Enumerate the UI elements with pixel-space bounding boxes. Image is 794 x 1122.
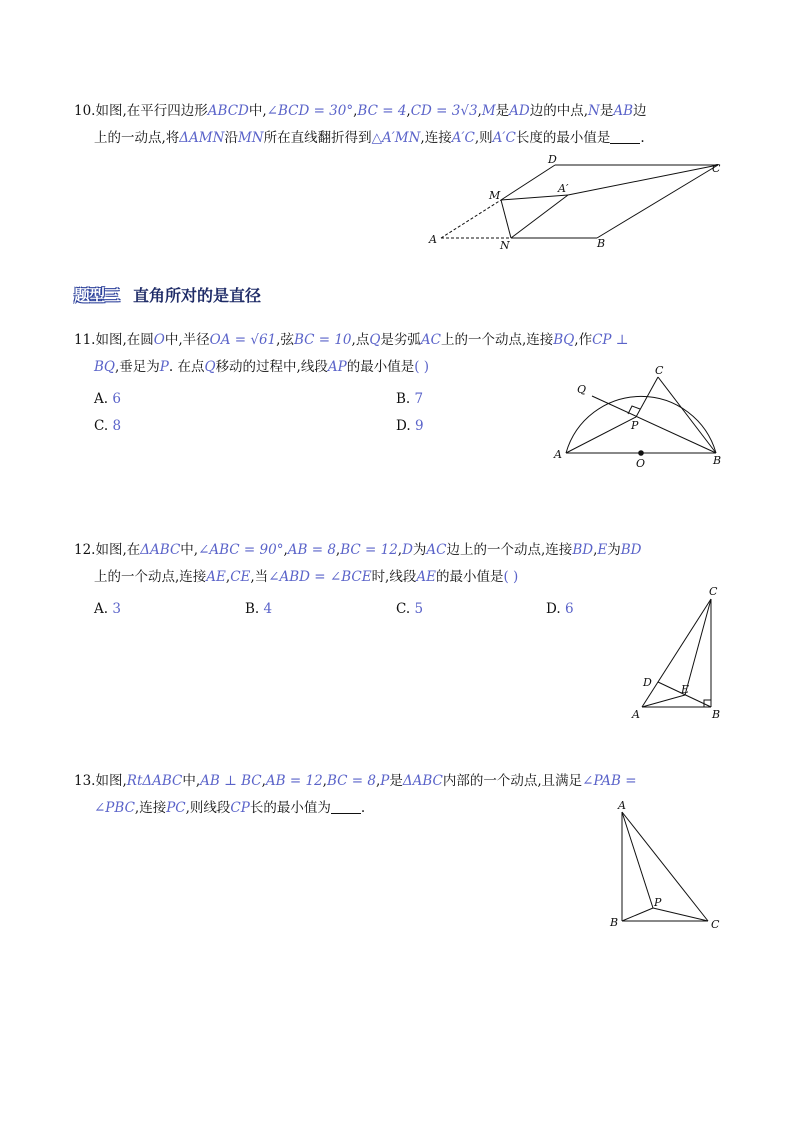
q13-text: , bbox=[261, 773, 266, 789]
label-a: A bbox=[632, 708, 640, 721]
q13-text: . bbox=[360, 800, 366, 816]
q13-right-triangle-figure bbox=[605, 798, 730, 935]
option-label: D. bbox=[396, 418, 411, 434]
arc bbox=[566, 396, 716, 453]
label-c: C bbox=[711, 918, 720, 931]
q12-text: ,当 bbox=[250, 569, 269, 585]
segment-dm bbox=[501, 165, 555, 200]
q13-text: , bbox=[322, 773, 327, 789]
q11-text: 如图,在圆 bbox=[95, 332, 154, 348]
q13-text: 长的最小值为 bbox=[249, 800, 331, 816]
q11-math: CP ⊥ bbox=[592, 332, 629, 348]
q10-math: N bbox=[588, 103, 600, 119]
q12-math: AE bbox=[416, 569, 436, 585]
q10-math: CD = 3√3 bbox=[410, 103, 478, 119]
q12-text: 为 bbox=[607, 542, 621, 558]
label-q: Q bbox=[577, 383, 587, 396]
option-value: 9 bbox=[414, 418, 424, 434]
q13-math: ∠PAB = bbox=[582, 773, 637, 789]
section-title: 直角所对的是直径 bbox=[133, 286, 262, 305]
q11-math: BQ bbox=[94, 359, 115, 375]
q11-math: O bbox=[153, 332, 165, 348]
q11-text: ,弦 bbox=[276, 332, 294, 348]
option-label: B. bbox=[245, 601, 260, 617]
q12-option-a[interactable] bbox=[94, 601, 121, 617]
q12-triangle-figure bbox=[625, 582, 730, 724]
q13-text: 如图, bbox=[95, 773, 127, 789]
q12-math: CE bbox=[230, 569, 251, 585]
q11-number: 11. bbox=[74, 332, 96, 348]
segment-na1 bbox=[511, 195, 568, 238]
section-header bbox=[74, 283, 261, 306]
q11-line-1 bbox=[74, 327, 726, 354]
q13-math: ∠PBC bbox=[94, 800, 135, 816]
q12-text: , bbox=[593, 542, 598, 558]
option-label: D. bbox=[546, 601, 561, 617]
q13-math: CP bbox=[230, 800, 250, 816]
q13-math: PC bbox=[166, 800, 186, 816]
q10-text: 长度的最小值是 bbox=[515, 130, 611, 146]
q10-math: A′C bbox=[451, 130, 475, 146]
label-a: A bbox=[429, 233, 437, 246]
label-p: P bbox=[654, 896, 662, 909]
q10-text: 是 bbox=[599, 103, 614, 119]
label-c: C bbox=[655, 364, 664, 377]
segment-ap bbox=[566, 417, 636, 453]
label-m: M bbox=[489, 189, 501, 202]
question-10 bbox=[74, 98, 726, 152]
segment-ce bbox=[685, 599, 711, 695]
q11-math: P bbox=[159, 359, 169, 375]
segment-a1c bbox=[568, 165, 718, 195]
q10-math: ΔAMN bbox=[179, 130, 225, 146]
q10-text: , bbox=[477, 103, 482, 119]
q13-text: 是 bbox=[389, 773, 403, 789]
q10-text: ,连接 bbox=[420, 130, 452, 146]
label-b: B bbox=[597, 237, 606, 250]
label-d: D bbox=[548, 155, 557, 166]
answer-parentheses[interactable]: ( ) bbox=[503, 569, 519, 585]
q10-line-2 bbox=[74, 125, 726, 152]
q10-line-1 bbox=[74, 98, 726, 125]
label-e: E bbox=[681, 683, 690, 696]
q10-text: 所在直线翻折得到 bbox=[263, 130, 372, 146]
segment-am-dashed bbox=[441, 200, 501, 238]
segment-ac bbox=[622, 812, 708, 921]
q11-option-a[interactable] bbox=[94, 391, 121, 407]
q12-option-c[interactable] bbox=[396, 601, 423, 617]
q10-text: , bbox=[353, 103, 358, 119]
option-value: 8 bbox=[112, 418, 122, 434]
q11-text: 是劣弧 bbox=[380, 332, 421, 348]
q12-math: BD bbox=[572, 542, 594, 558]
label-p: P bbox=[631, 419, 639, 432]
q12-option-d[interactable] bbox=[546, 601, 574, 617]
q13-line-1 bbox=[74, 768, 726, 795]
q10-math: △A′MN bbox=[371, 130, 421, 146]
right-angle-mark bbox=[704, 700, 711, 707]
segment-cb bbox=[658, 377, 716, 453]
q12-text: 的最小值是 bbox=[435, 569, 504, 585]
label-b: B bbox=[713, 454, 722, 467]
option-label: B. bbox=[396, 391, 411, 407]
q12-text: , bbox=[335, 542, 341, 558]
q10-text: 上的一动点,将 bbox=[94, 130, 180, 146]
q11-math: Q bbox=[369, 332, 381, 348]
q12-text: 中, bbox=[180, 542, 199, 558]
q12-math: ∠ABD = ∠BCE bbox=[268, 569, 372, 585]
q12-text: 上的一个动点,连接 bbox=[94, 569, 207, 585]
q12-number: 12. bbox=[74, 542, 96, 558]
q10-math: ∠BCD = 30° bbox=[266, 103, 354, 119]
q10-text: . bbox=[640, 130, 645, 146]
q13-text: 中, bbox=[182, 773, 201, 789]
option-label: A. bbox=[94, 601, 109, 617]
q11-text: 移动的过程中,线段 bbox=[215, 359, 328, 375]
segment-mn bbox=[501, 200, 511, 238]
q12-text: , bbox=[397, 542, 403, 558]
q10-text: 如图,在平行四边形 bbox=[95, 103, 208, 119]
label-a: A bbox=[554, 448, 562, 461]
q11-text: 上的一个动点,连接 bbox=[441, 332, 554, 348]
answer-parentheses[interactable]: ( ) bbox=[414, 359, 430, 375]
q12-math: AE bbox=[206, 569, 226, 585]
section-tag: 题型三 bbox=[74, 286, 120, 305]
option-value: 7 bbox=[414, 391, 424, 407]
q11-math: OA = √61 bbox=[209, 332, 277, 348]
q13-math: P bbox=[380, 773, 390, 789]
q13-text: , bbox=[375, 773, 381, 789]
q13-text: 内部的一个动点,且满足 bbox=[442, 773, 583, 789]
q10-text: 边的中点, bbox=[529, 103, 589, 119]
q10-math: MN bbox=[237, 130, 264, 146]
q11-math: BC = 10 bbox=[293, 332, 352, 348]
q12-math: ∠ABC = 90° bbox=[198, 542, 284, 558]
q11-semicircle-figure bbox=[548, 360, 733, 472]
q11-text: ,作 bbox=[574, 332, 593, 348]
q12-text: 时,线段 bbox=[371, 569, 417, 585]
q13-math: BC = 8 bbox=[326, 773, 376, 789]
q13-math: RtΔABC bbox=[126, 773, 183, 789]
label-b: B bbox=[610, 916, 619, 929]
q12-math: E bbox=[597, 542, 608, 558]
q10-text: 是 bbox=[495, 103, 510, 119]
q13-text: ,则线段 bbox=[185, 800, 231, 816]
q11-text: ,垂足为 bbox=[115, 359, 160, 375]
q11-option-d[interactable] bbox=[396, 418, 424, 434]
segment-ap bbox=[622, 812, 653, 908]
q13-text: ,连接 bbox=[134, 800, 167, 816]
option-value: 6 bbox=[564, 601, 574, 617]
label-n: N bbox=[500, 239, 510, 252]
segment-qb bbox=[592, 396, 716, 453]
q12-text: , bbox=[283, 542, 288, 558]
segment-bp bbox=[622, 908, 653, 921]
q12-line-1 bbox=[74, 537, 726, 564]
q12-math: ΔABC bbox=[140, 542, 181, 558]
q10-text: 中, bbox=[248, 103, 267, 119]
option-label: C. bbox=[396, 601, 411, 617]
segment-bc bbox=[597, 165, 718, 238]
q12-math: D bbox=[402, 542, 413, 558]
q12-math: BC = 12 bbox=[340, 542, 398, 558]
q10-math: AB bbox=[613, 103, 634, 119]
q13-number: 13. bbox=[74, 773, 96, 789]
q10-math: M bbox=[481, 103, 496, 119]
option-value: 5 bbox=[414, 601, 424, 617]
label-c: C bbox=[709, 585, 718, 598]
segment-ma1 bbox=[501, 195, 568, 200]
label-c: C bbox=[712, 162, 721, 175]
q11-text: ,点 bbox=[351, 332, 370, 348]
option-value: 4 bbox=[263, 601, 273, 617]
q12-text: 边上的一个动点,连接 bbox=[446, 542, 573, 558]
q11-text: 中,半径 bbox=[164, 332, 210, 348]
center-point bbox=[638, 450, 644, 456]
q13-math: AB = 12 bbox=[265, 773, 323, 789]
q12-math: AC bbox=[426, 542, 447, 558]
option-label: A. bbox=[94, 391, 109, 407]
q11-math: BQ bbox=[553, 332, 575, 348]
label-o: O bbox=[636, 457, 646, 470]
q11-math: AP bbox=[327, 359, 347, 375]
q12-math: BD bbox=[620, 542, 642, 558]
option-value: 3 bbox=[112, 601, 121, 617]
q10-number: 10. bbox=[74, 103, 96, 119]
q10-math: A′C bbox=[492, 130, 516, 146]
option-label: C. bbox=[94, 418, 109, 434]
q10-math: ABCD bbox=[207, 103, 249, 119]
q11-math: AC bbox=[420, 332, 441, 348]
q10-text: ,则 bbox=[474, 130, 493, 146]
segment-cp bbox=[636, 377, 658, 417]
q11-text: 的最小值是 bbox=[346, 359, 415, 375]
q12-text: , bbox=[225, 569, 231, 585]
q10-text: 沿 bbox=[224, 130, 238, 146]
label-b: B bbox=[712, 708, 721, 721]
answer-blank[interactable] bbox=[610, 129, 640, 144]
q11-option-b[interactable] bbox=[396, 391, 423, 407]
q11-option-c[interactable] bbox=[94, 418, 121, 434]
option-value: 6 bbox=[112, 391, 121, 407]
q10-text: 边 bbox=[633, 103, 647, 119]
label-a: A bbox=[618, 799, 626, 812]
q12-text: 如图,在 bbox=[95, 542, 141, 558]
q12-option-b[interactable] bbox=[245, 601, 272, 617]
q11-math: Q bbox=[204, 359, 216, 375]
q10-math: BC = 4 bbox=[357, 103, 407, 119]
q10-math: AD bbox=[509, 103, 530, 119]
q11-text: . 在点 bbox=[168, 359, 205, 375]
q13-math: AB ⊥ BC bbox=[200, 773, 262, 789]
q10-text: , bbox=[406, 103, 411, 119]
q10-parallelogram-figure bbox=[425, 155, 735, 255]
label-d: D bbox=[643, 676, 652, 689]
label-a-prime: A′ bbox=[558, 182, 569, 195]
q12-text: 为 bbox=[412, 542, 427, 558]
q12-math: AB = 8 bbox=[287, 542, 336, 558]
answer-blank[interactable] bbox=[331, 799, 361, 814]
q13-math: ΔABC bbox=[402, 773, 443, 789]
